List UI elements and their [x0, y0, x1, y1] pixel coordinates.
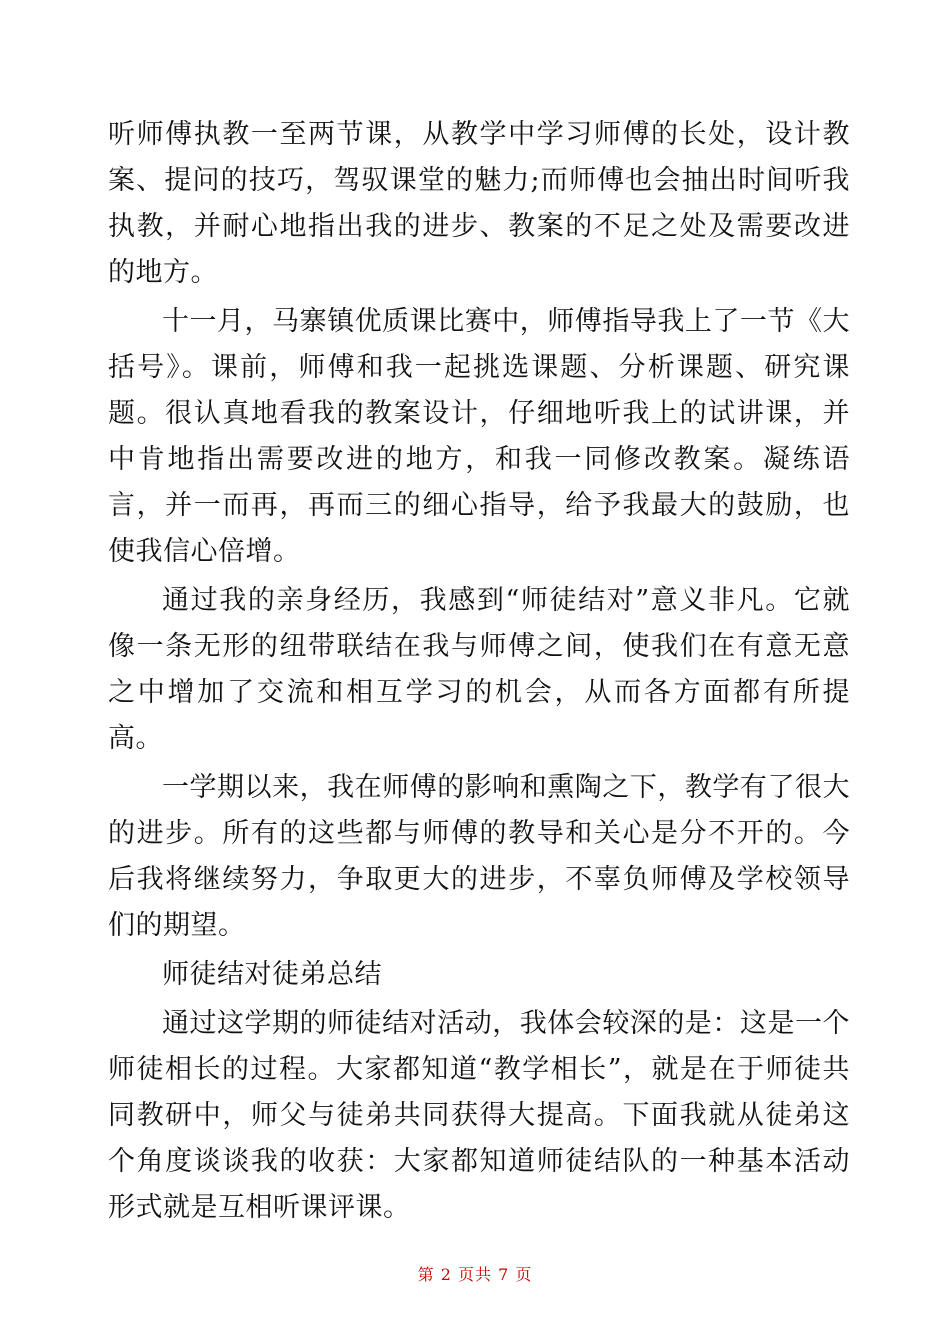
paragraph-4: 一学期以来，我在师傅的影响和熏陶之下，教学有了很大的进步。所有的这些都与师傅的教导和关心是分不开的。今后我将继续努力，争取更大的进步，不辜负师傅及学校领导们的期望。 [108, 772, 850, 941]
page-number-footer: 第 2 页共 7 页 [417, 1265, 533, 1284]
paragraph-1: 听师傅执教一至两节课，从教学中学习师傅的长处，设计教案、提问的技巧，驾驭课堂的魅力;而师傅也会抽出时间听我执教，并耐心地指出我的进步、教案的不足之处及需要改进的地方。 [108, 119, 850, 288]
section-paragraph-1: 通过这学期的师徒结对活动，我体会较深的是：这是一个师徒相长的过程。大家都知道“教学相长”，就是在于师徒共同教研中，师父与徒弟共同获得大提高。下面我就从徒弟这个角度谈谈我的收获：大家都知道师徒结队的一种基本活动形式就是互相听课评课。 [108, 1008, 850, 1223]
paragraph-3: 通过我的亲身经历，我感到“师徒结对”意义非凡。它就像一条无形的纽带联结在我与师傅之间，使我们在有意无意之中增加了交流和相互学习的机会，从而各方面都有所提高。 [108, 585, 850, 754]
paragraph-2: 十一月，马寨镇优质课比赛中，师傅指导我上了一节《大括号》。课前，师傅和我一起挑选课题、分析课题、研究课题。很认真地看我的教案设计，仔细地听我上的试讲课，并中肯地指出需要改进的地方，和我一同修改教案。凝练语言，并一而再，再而三的细心指导，给予我最大的鼓励，也使我信心倍增。 [108, 306, 850, 567]
section-title: 师徒结对徒弟总结 [162, 959, 382, 990]
document-body [108, 112, 850, 1234]
